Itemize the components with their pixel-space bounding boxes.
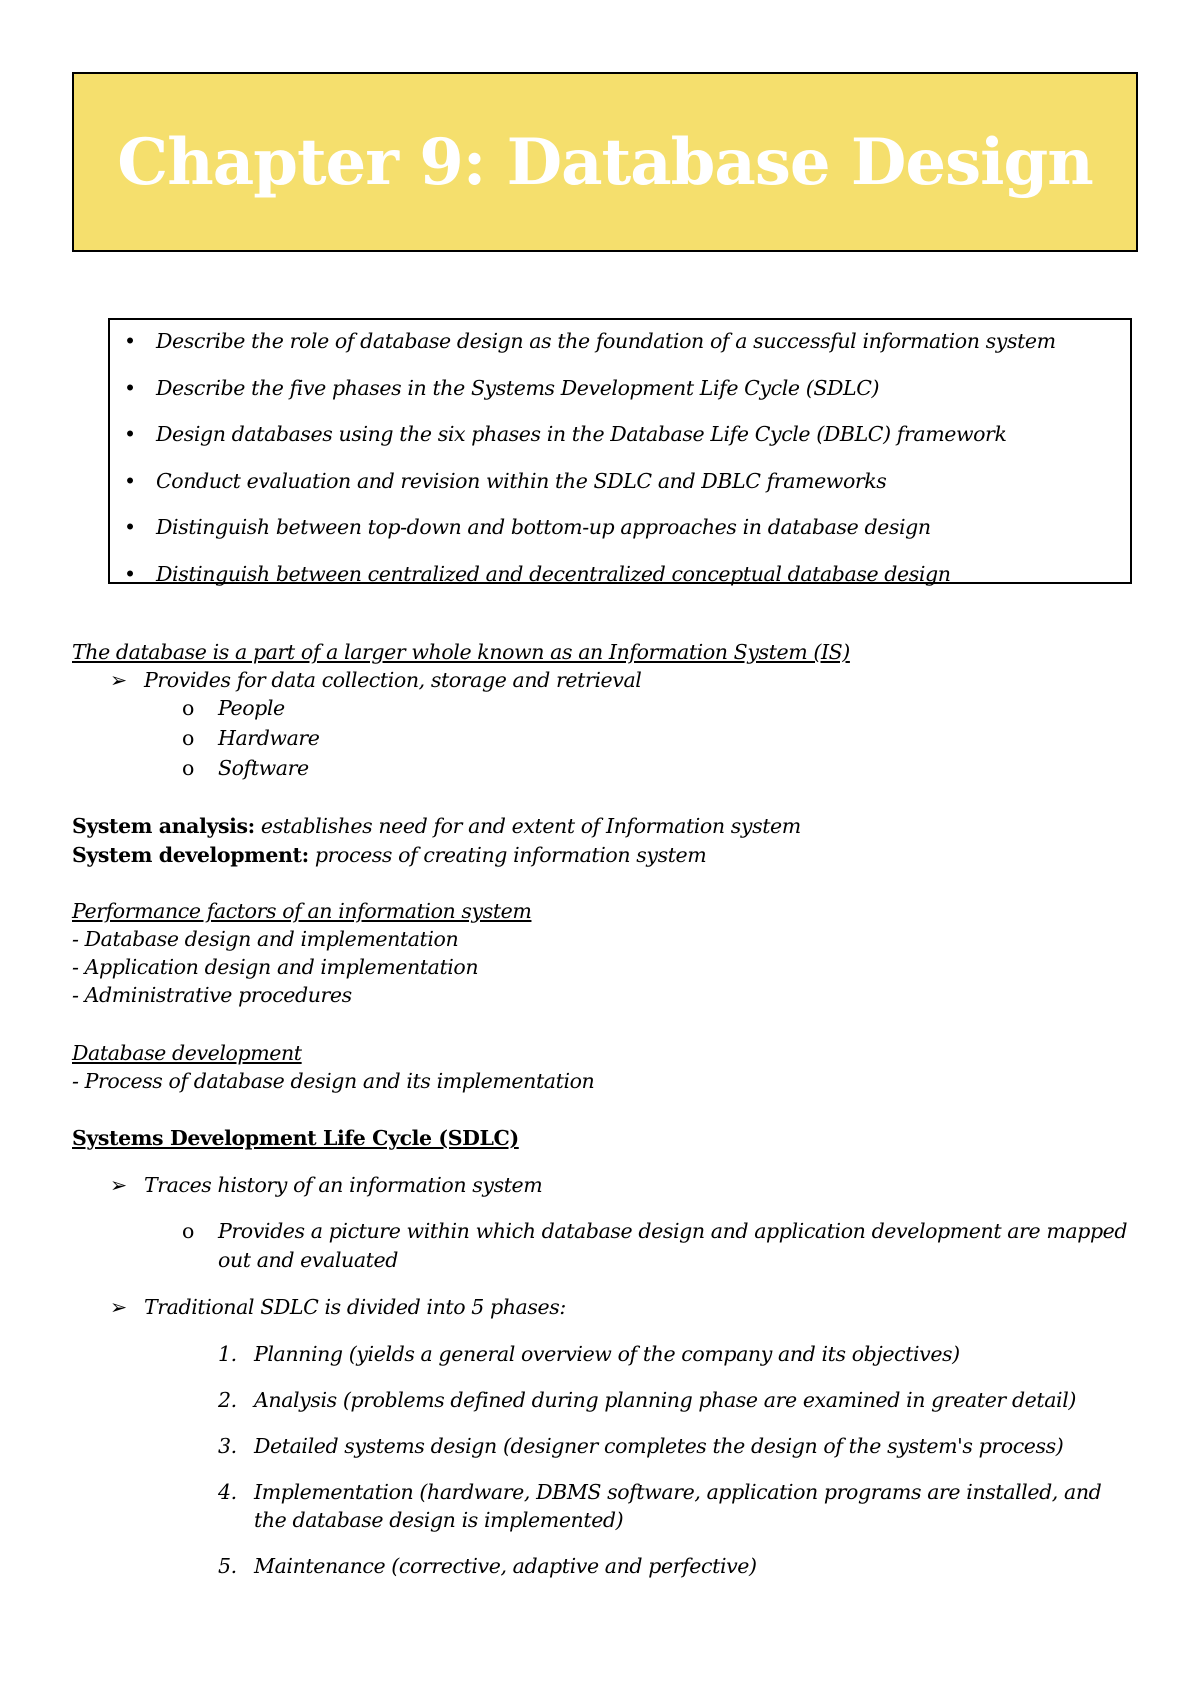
sdlc-arrow-item: Traditional SDLC is divided into 5 phases:	[144, 1295, 566, 1319]
is-arrow-item: Provides for data collection, storage and retrieval	[144, 668, 642, 692]
objective-item: • Distinguish between centralized and decentralized conceptual database design	[110, 557, 1130, 604]
bullet-icon: •	[124, 561, 136, 586]
performance-heading: Performance factors of an information system	[72, 899, 532, 923]
phase-number: 1.	[218, 1342, 237, 1366]
chapter-title-banner	[72, 72, 1138, 252]
performance-item: - Application design and implementation	[72, 955, 479, 979]
performance-item: - Database design and implementation	[72, 927, 459, 951]
learning-objectives-box	[108, 318, 1132, 584]
is-heading: The database is a part of a larger whole known as an Information System (IS)	[72, 640, 850, 664]
phase-number: 5.	[218, 1554, 237, 1578]
bullet-icon: •	[124, 515, 136, 539]
sdlc-heading: Systems Development Life Cycle (SDLC)	[72, 1126, 519, 1150]
phase-number: 4.	[218, 1480, 237, 1504]
objective-item: • Distinguish between top-down and bottom-up approaches in database design	[110, 510, 1130, 557]
phase-item: Maintenance (corrective, adaptive and perfective)	[254, 1554, 757, 1578]
objective-item: • Conduct evaluation and revision within the SDLC and DBLC frameworks	[110, 464, 1130, 511]
chapter-title: Chapter 9: Database Design	[117, 124, 1093, 200]
circle-bullet-icon: o	[182, 1219, 194, 1243]
sdlc-sub-item-continued: out and evaluated	[218, 1248, 398, 1272]
phase-number: 3.	[218, 1434, 237, 1458]
objective-item: • Design databases using the six phases in the Database Life Cycle (DBLC) framework	[110, 417, 1130, 464]
phase-item: Implementation (hardware, DBMS software, application programs are installed, and	[254, 1480, 1102, 1504]
bullet-icon: •	[124, 468, 136, 493]
objective-item: • Describe the five phases in the Systems Development Life Cycle (SDLC)	[110, 371, 1130, 418]
sdlc-arrow-item: Traces history of an information system	[144, 1173, 543, 1197]
circle-bullet-icon: o	[182, 726, 194, 750]
bullet-icon: •	[124, 422, 136, 446]
is-sub-item: Hardware	[218, 726, 320, 750]
phase-item: Detailed systems design (designer completes the design of the system's process)	[254, 1434, 1064, 1458]
circle-bullet-icon: o	[182, 756, 194, 780]
sdlc-sub-item: Provides a picture within which database design and application development are mapped	[218, 1219, 1128, 1243]
arrow-bullet-icon: ➢	[110, 668, 127, 692]
phase-number: 2.	[218, 1388, 237, 1412]
is-sub-item: Software	[218, 756, 309, 780]
phase-item: Analysis (problems defined during planning phase are examined in greater detail)	[254, 1388, 1076, 1412]
arrow-bullet-icon: ➢	[110, 1295, 127, 1319]
bullet-icon: •	[124, 329, 136, 353]
circle-bullet-icon: o	[182, 696, 194, 720]
definition-system-analysis: System analysis: establishes need for and extent of Information system	[72, 814, 801, 838]
is-sub-item: People	[218, 696, 285, 720]
phase-item-continued: the database design is implemented)	[254, 1508, 624, 1532]
db-development-item: - Process of database design and its implementation	[72, 1069, 595, 1093]
objective-item: • Describe the role of database design as the foundation of a successful information system	[110, 324, 1130, 371]
db-development-heading: Database development	[72, 1041, 302, 1065]
arrow-bullet-icon: ➢	[110, 1173, 127, 1197]
performance-item: - Administrative procedures	[72, 983, 352, 1007]
phase-item: Planning (yields a general overview of the company and its objectives)	[254, 1342, 960, 1366]
bullet-icon: •	[124, 375, 136, 400]
definition-system-development: System development: process of creating information system	[72, 843, 707, 867]
